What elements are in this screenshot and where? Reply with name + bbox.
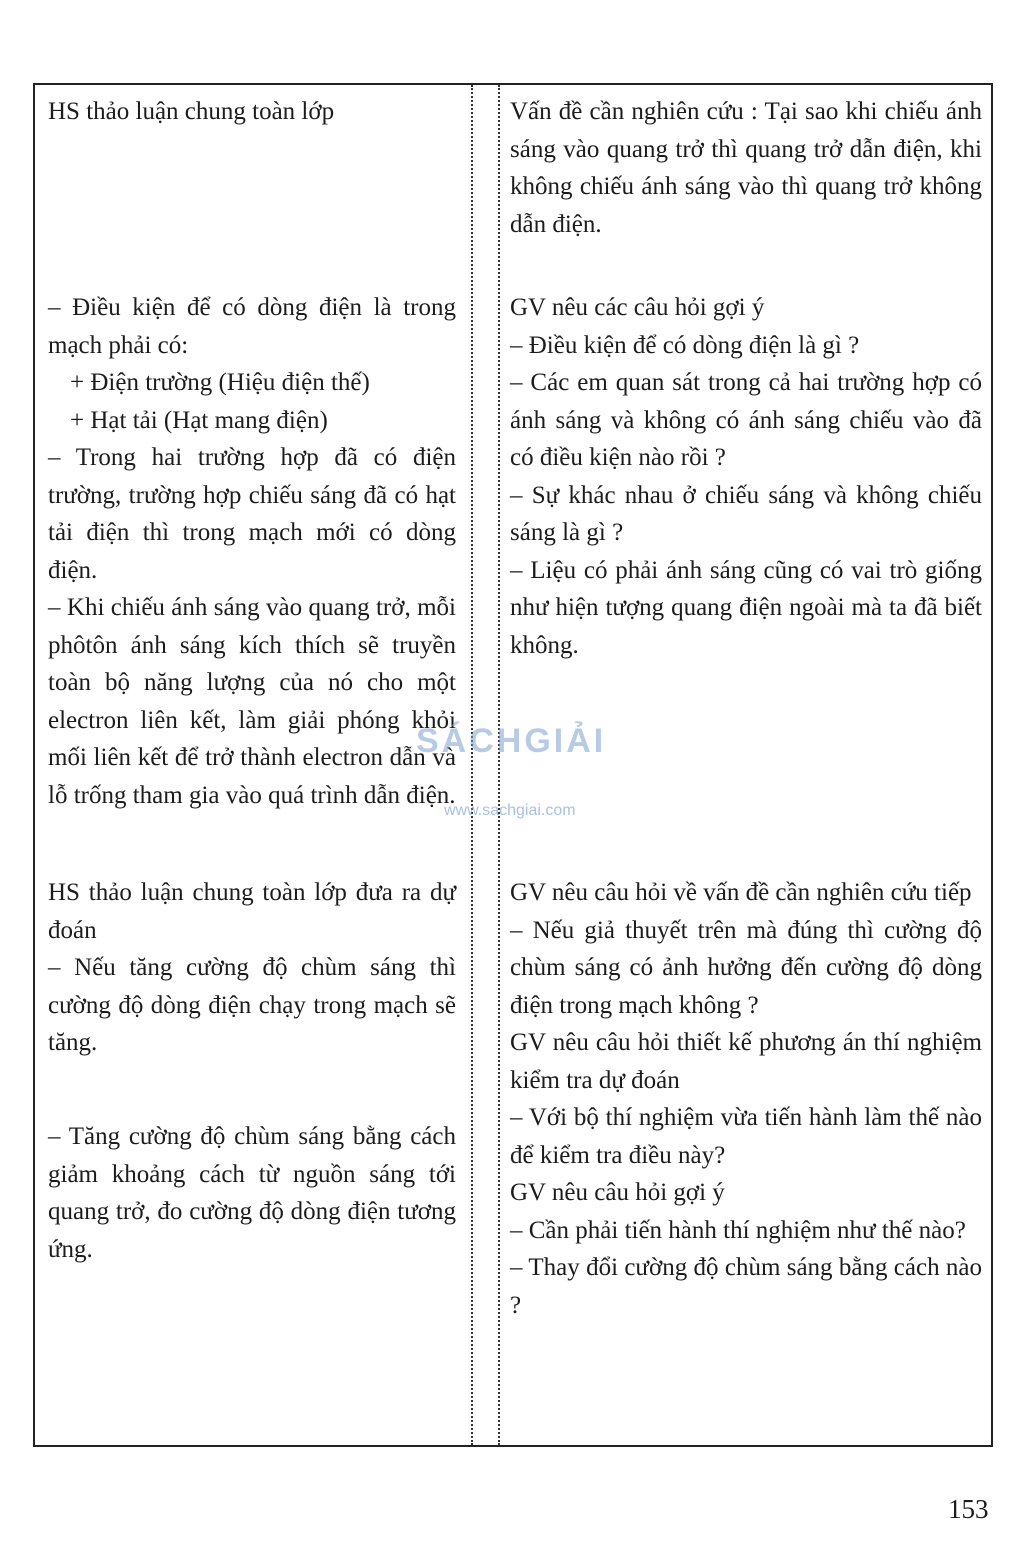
right-block-1	[510, 93, 982, 243]
paragraph: – Cần phải tiến hành thí nghiệm như thế nào?	[510, 1216, 966, 1244]
left-block-3	[48, 874, 456, 1062]
right-block-2	[510, 289, 982, 664]
paragraph: – Tăng cường độ chùm sáng bằng cách giảm khoảng cách từ nguồn sáng tới quang trở, đo cường độ dòng điện tương ứng.	[48, 1123, 456, 1263]
left-block-1	[48, 93, 456, 131]
paragraph: GV nêu câu hỏi thiết kế phương án thí nghiệm kiểm tra dự đoán	[510, 1029, 982, 1094]
paragraph: Vấn đề cần nghiên cứu : Tại sao khi chiếu ánh sáng vào quang trở thì quang trở dẫn điện, khi không chiếu ánh sáng vào thì quang trở không dẫn điện.	[510, 98, 982, 238]
left-block-4	[48, 1118, 456, 1268]
paragraph: – Trong hai trường hợp đã có điện trường, trường hợp chiếu sáng đã có hạt tải điện thì trong mạch mới có dòng điện.	[48, 444, 456, 584]
paragraph: – Khi chiếu ánh sáng vào quang trở, mỗi phôtôn ánh sáng kích thích sẽ truyền toàn bộ năng lượng của nó cho một electron liên kết, làm giải phóng khỏi mối liên kết để trở thành electron dẫn và lỗ trống tham gia vào quá trình dẫn điện.	[48, 594, 456, 809]
paragraph: GV nêu câu hỏi về vấn đề cần nghiên cứu tiếp	[510, 879, 972, 906]
paragraph: – Sự khác nhau ở chiếu sáng và không chiếu sáng là gì ?	[510, 481, 982, 546]
left-block-2	[48, 289, 456, 814]
paragraph: – Với bộ thí nghiệm vừa tiến hành làm thế nào để kiểm tra điều này?	[510, 1104, 982, 1169]
right-block-3	[510, 874, 982, 1324]
paragraph: – Nếu tăng cường độ chùm sáng thì cường độ dòng điện chạy trong mạch sẽ tăng.	[48, 954, 456, 1056]
paragraph: – Các em quan sát trong cả hai trường hợp có ánh sáng và không có ánh sáng chiếu vào đã có điều kiện nào rồi ?	[510, 369, 982, 471]
bullet-item: + Điện trường (Hiệu điện thế)	[70, 369, 370, 396]
page-number: 153	[948, 1494, 989, 1524]
watermark-url: www.sachgiai.com	[444, 802, 576, 819]
paragraph: HS thảo luận chung toàn lớp	[48, 98, 335, 125]
paragraph: – Điều kiện để có dòng điện là trong mạch phải có:	[48, 294, 456, 359]
bullet-item: + Hạt tải (Hạt mang điện)	[70, 406, 328, 434]
watermark-logo: SÁCHGIẢI	[416, 722, 607, 760]
paragraph: – Thay đổi cường độ chùm sáng bằng cách nào ?	[510, 1254, 982, 1319]
paragraph: GV nêu câu hỏi gợi ý	[510, 1179, 725, 1206]
paragraph: GV nêu các câu hỏi gợi ý	[510, 294, 765, 321]
paragraph: HS thảo luận chung toàn lớp đưa ra dự đoán	[48, 879, 456, 944]
watermark	[416, 722, 616, 832]
paragraph: – Nếu giả thuyết trên mà đúng thì cường độ chùm sáng có ảnh hưởng đến cường độ dòng điện trong mạch không ?	[510, 916, 982, 1019]
paragraph: – Điều kiện để có dòng điện là gì ?	[510, 331, 860, 359]
paragraph: – Liệu có phải ánh sáng cũng có vai trò giống như hiện tượng quang điện ngoài mà ta đã biết không.	[510, 556, 982, 659]
